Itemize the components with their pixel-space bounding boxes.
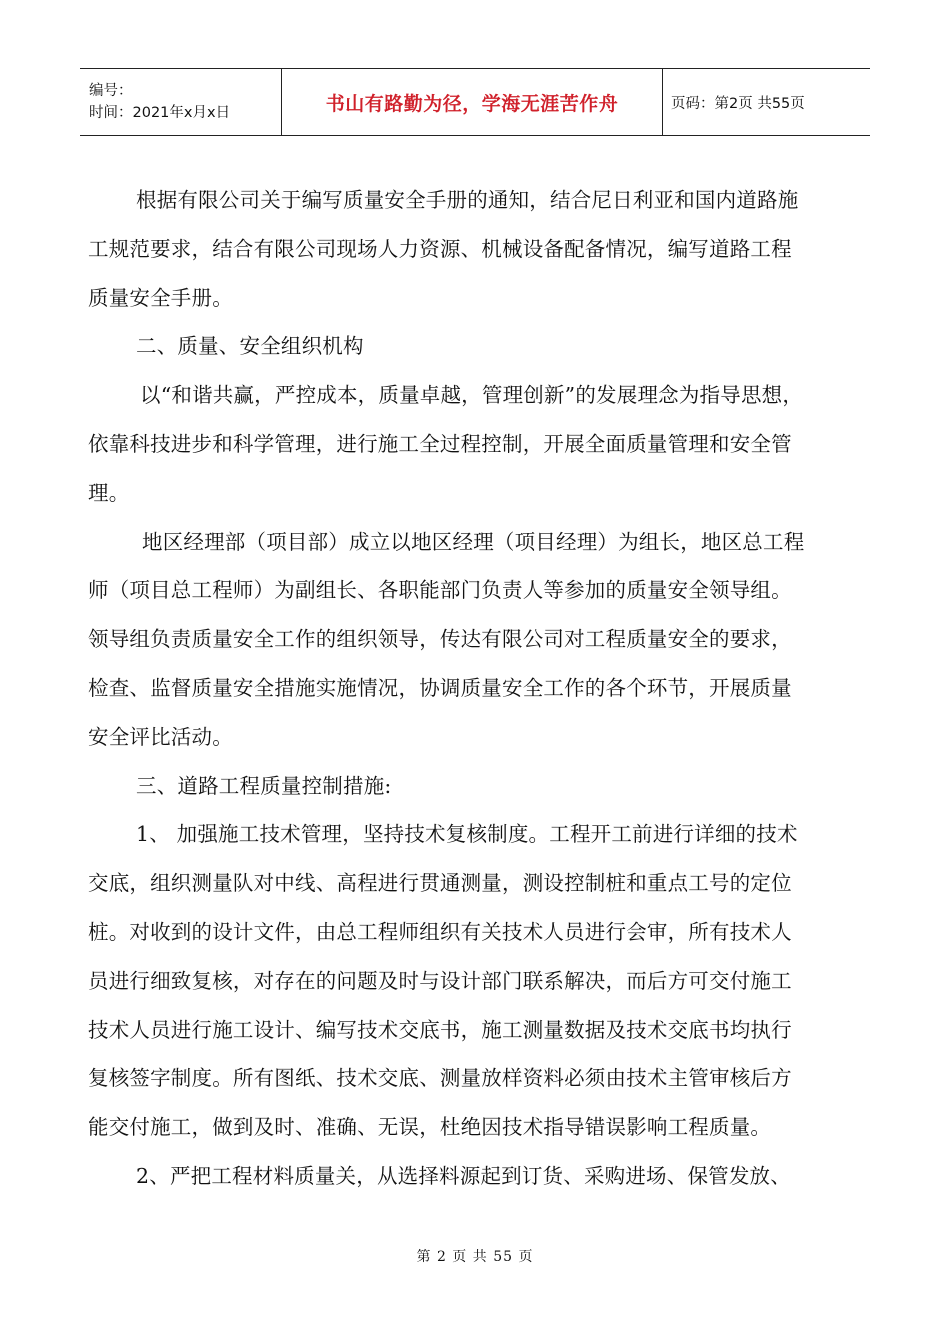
- paragraph-line: 质量安全手册。: [88, 285, 233, 310]
- paragraph-line: 以“和谐共赢，严控成本，质量卓越，管理创新”的发展理念为指导思想，: [140, 383, 804, 408]
- paragraph-line: 工规范要求，结合有限公司现场人力资源、机械设备配备情况，编写道路工程: [88, 236, 792, 261]
- document-number-label: 编号：: [89, 83, 133, 99]
- paragraph-line: 交底，组织测量队对中线、高程进行贯通测量，测设控制桩和重点工号的定位: [88, 871, 792, 896]
- header-motto-cell: [282, 69, 663, 135]
- section-heading: 三、道路工程质量控制措施:: [136, 773, 392, 798]
- paragraph-line: 桩。对收到的设计文件，由总工程师组织有关技术人员进行会审，所有技术人: [88, 919, 792, 944]
- header-meta-cell: [80, 69, 282, 135]
- paragraph-line: 领导组负责质量安全工作的组织领导，传达有限公司对工程质量安全的要求，: [88, 627, 792, 652]
- paragraph-line: 1、 加强施工技术管理，坚持技术复核制度。工程开工前进行详细的技术: [136, 822, 798, 847]
- paragraph-line: 安全评比活动。: [88, 724, 233, 749]
- header-page-cell: [663, 69, 870, 135]
- paragraph-line: 根据有限公司关于编写质量安全手册的通知，结合尼日利亚和国内道路施: [136, 188, 799, 212]
- paragraph-line: 师（项目总工程师）为副组长、各职能部门负责人等参加的质量安全领导组。: [88, 578, 792, 603]
- document-time-label: 时间：2021年x月x日: [89, 105, 231, 121]
- paragraph-line: 地区经理部（项目部）成立以地区经理（项目经理）为组长，地区总工程: [142, 529, 805, 554]
- header-page-info: 页码：第2页 共55页: [671, 95, 805, 112]
- document-header: [80, 68, 870, 136]
- paragraph-line: 技术人员进行施工设计、编写技术交底书，施工测量数据及技术交底书均执行: [88, 1017, 792, 1042]
- paragraph-line: 员进行细致复核，对存在的问题及时与设计部门联系解决，而后方可交付施工: [88, 968, 792, 993]
- section-heading: 二、质量、安全组织机构: [136, 334, 364, 359]
- header-motto: 书山有路勤为径，学海无涯苦作舟: [325, 92, 619, 115]
- page-footer: [0, 1246, 950, 1266]
- paragraph-line: 能交付施工，做到及时、准确、无误，杜绝因技术指导错误影响工程质量。: [88, 1115, 772, 1140]
- paragraph-line: 复核签字制度。所有图纸、技术交底、测量放样资料必须由技术主管审核后方: [88, 1066, 792, 1091]
- paragraph-line: 检查、监督质量安全措施实施情况，协调质量安全工作的各个环节，开展质量: [88, 675, 792, 700]
- paragraph-line: 2、严把工程材料质量关，从选择料源起到订货、采购进场、保管发放、: [136, 1163, 791, 1188]
- document-body: [88, 176, 860, 1201]
- footer-page-number: 第 2 页 共 55 页: [416, 1249, 534, 1265]
- paragraph-line: 依靠科技进步和科学管理，进行施工全过程控制，开展全面质量管理和安全管: [88, 431, 792, 456]
- paragraph-line: 理。: [88, 480, 130, 505]
